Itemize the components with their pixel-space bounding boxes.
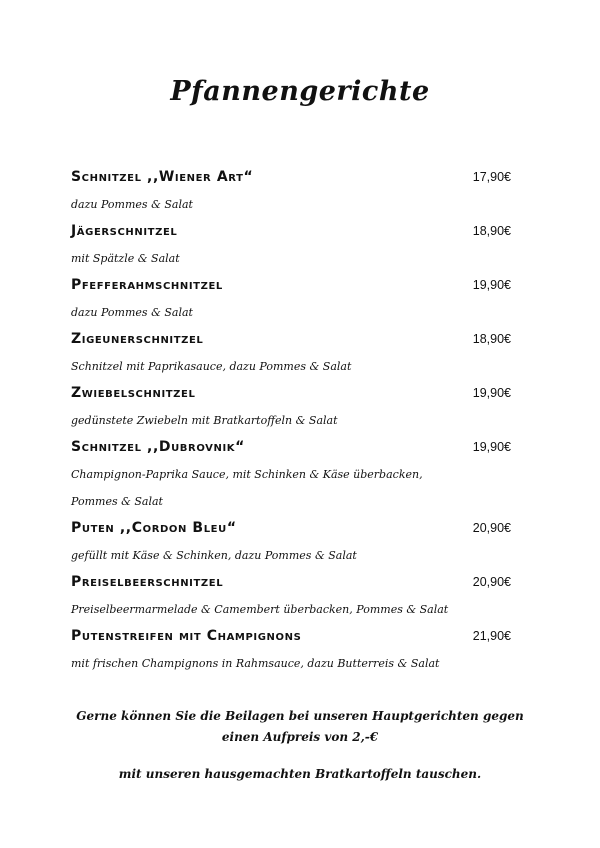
menu-item: [71, 569, 512, 623]
dish-description: mit Spätzle & Salat: [71, 252, 180, 265]
menu-item: [71, 380, 512, 434]
dish-name: Schnitzel ,,Wiener Art“: [71, 169, 254, 185]
dish-name: Putenstreifen mit Champignons: [71, 628, 302, 644]
dish-name: Jägerschnitzel: [71, 223, 178, 239]
dish-description: Preiselbeermarmelade & Camembert überbacken, Pommes & Salat: [71, 603, 449, 616]
menu-item: [71, 326, 512, 380]
menu-item: [71, 218, 512, 272]
menu-item: [71, 434, 512, 515]
footer-line: mit unseren hausgemachten Bratkartoffeln tauschen.: [118, 767, 482, 781]
dish-description: Champignon-Paprika Sauce, mit Schinken & Käse überbacken,: [71, 468, 423, 481]
footer-line: Gerne können Sie die Beilagen bei unseren Hauptgerichten gegen: [76, 709, 524, 723]
menu-list: [71, 164, 512, 677]
dish-price: 17,90€: [472, 170, 511, 184]
dish-name: Pfefferahmschnitzel: [71, 277, 223, 293]
dish-price: 21,90€: [472, 629, 511, 643]
footer-note: [0, 706, 600, 785]
dish-description: Pommes & Salat: [71, 495, 163, 508]
dish-description: dazu Pommes & Salat: [71, 198, 193, 211]
page-title: Pfannengerichte: [170, 76, 430, 107]
dish-price: 20,90€: [472, 575, 511, 589]
dish-price: 18,90€: [472, 332, 511, 346]
menu-item: [71, 272, 512, 326]
dish-name: Preiselbeerschnitzel: [71, 574, 224, 590]
dish-description: gefüllt mit Käse & Schinken, dazu Pommes & Salat: [71, 549, 357, 562]
dish-description: Schnitzel mit Paprikasauce, dazu Pommes & Salat: [71, 360, 352, 373]
dish-name: Zigeunerschnitzel: [71, 331, 204, 347]
footer-line: einen Aufpreis von 2,-€: [221, 730, 379, 744]
dish-description: dazu Pommes & Salat: [71, 306, 193, 319]
dish-name: Zwiebelschnitzel: [71, 385, 196, 401]
dish-price: 19,90€: [472, 440, 511, 454]
menu-item: [71, 623, 512, 677]
dish-price: 20,90€: [472, 521, 511, 535]
menu-item: [71, 164, 512, 218]
dish-name: Schnitzel ,,Dubrovnik“: [71, 439, 245, 455]
dish-description: mit frischen Champignons in Rahmsauce, dazu Butterreis & Salat: [71, 657, 440, 670]
menu-item: [71, 515, 512, 569]
dish-price: 19,90€: [472, 278, 511, 292]
dish-price: 19,90€: [472, 386, 511, 400]
dish-description: gedünstete Zwiebeln mit Bratkartoffeln & Salat: [71, 414, 338, 427]
dish-name: Puten ,,Cordon Bleu“: [71, 520, 237, 536]
dish-price: 18,90€: [472, 224, 511, 238]
